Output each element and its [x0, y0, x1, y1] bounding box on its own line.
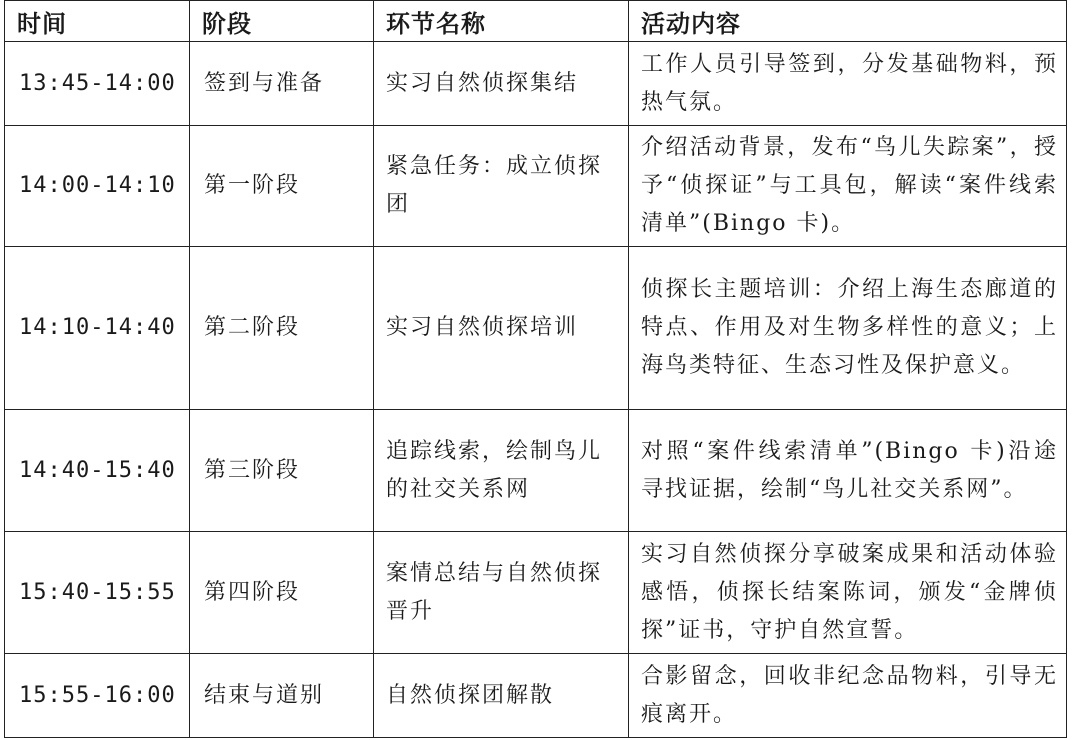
cell-stage: 第二阶段	[190, 247, 374, 410]
cell-name: 紧急任务：成立侦探团	[374, 126, 629, 247]
table-row	[5, 42, 1067, 126]
cell-name: 自然侦探团解散	[374, 654, 629, 738]
table-row	[5, 126, 1067, 247]
schedule-table	[4, 0, 1067, 738]
cell-time: 14:00-14:10	[5, 126, 190, 247]
cell-content: 实习自然侦探分享破案成果和活动体验感悟，侦探长结案陈词，颁发“金牌侦探”证书，守护自然宣誓。	[629, 532, 1067, 654]
cell-content: 介绍活动背景，发布“鸟儿失踪案”，授予“侦探证”与工具包，解读“案件线索清单”(Bingo 卡)。	[629, 126, 1067, 247]
cell-stage: 第三阶段	[190, 410, 374, 532]
table-row	[5, 410, 1067, 532]
cell-content: 合影留念，回收非纪念品物料，引导无痕离开。	[629, 654, 1067, 738]
cell-content: 侦探长主题培训：介绍上海生态廊道的特点、作用及对生物多样性的意义；上海鸟类特征、生态习性及保护意义。	[629, 247, 1067, 410]
cell-stage: 结束与道别	[190, 654, 374, 738]
header-row	[5, 1, 1067, 42]
cell-stage: 第四阶段	[190, 532, 374, 654]
cell-time: 13:45-14:00	[5, 42, 190, 126]
header-time: 时间	[5, 1, 190, 42]
table-row	[5, 654, 1067, 738]
table-row	[5, 532, 1067, 654]
cell-stage: 第一阶段	[190, 126, 374, 247]
cell-name: 追踪线索，绘制鸟儿的社交关系网	[374, 410, 629, 532]
cell-time: 15:55-16:00	[5, 654, 190, 738]
cell-content: 对照“案件线索清单”(Bingo 卡)沿途寻找证据，绘制“鸟儿社交关系网”。	[629, 410, 1067, 532]
cell-time: 14:40-15:40	[5, 410, 190, 532]
header-stage: 阶段	[190, 1, 374, 42]
cell-stage: 签到与准备	[190, 42, 374, 126]
cell-name: 实习自然侦探集结	[374, 42, 629, 126]
cell-time: 15:40-15:55	[5, 532, 190, 654]
cell-name: 案情总结与自然侦探晋升	[374, 532, 629, 654]
cell-content: 工作人员引导签到，分发基础物料，预热气氛。	[629, 42, 1067, 126]
cell-name: 实习自然侦探培训	[374, 247, 629, 410]
header-content: 活动内容	[629, 1, 1067, 42]
header-name: 环节名称	[374, 1, 629, 42]
cell-time: 14:10-14:40	[5, 247, 190, 410]
table-row	[5, 247, 1067, 410]
